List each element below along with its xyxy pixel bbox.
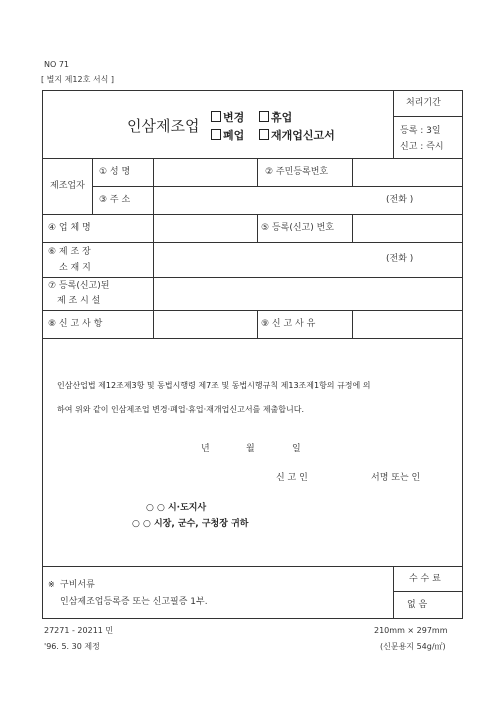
rrn-label: ② 주민등록번호 <box>265 167 329 177</box>
option-reopen: 재개업신고서 <box>259 129 335 141</box>
name-label: ① 성 명 <box>99 167 131 177</box>
statement-line-2: 하여 위와 같이 인삼제조업 변경·폐업·휴업·재개업신고서를 제출합니다. <box>57 405 304 414</box>
divider <box>257 310 258 338</box>
enactment-date: '96. 5. 30 제정 <box>44 642 100 651</box>
plant-location-field[interactable] <box>154 243 462 276</box>
print-code: 27271 - 20211 민 <box>44 626 114 635</box>
signature-label: 서명 또는 인 <box>371 473 421 483</box>
divider <box>92 158 93 214</box>
plant-label-line2: 소 재 지 <box>59 263 91 273</box>
trade-name-field[interactable] <box>154 215 256 241</box>
checkbox-icon <box>259 129 269 140</box>
divider <box>393 116 463 117</box>
paper-type: (신문용지 54g/㎡) <box>380 642 446 651</box>
processing-report: 신고 : 즉시 <box>400 142 444 152</box>
form-number: NO 71 <box>44 60 70 69</box>
processing-period-label: 처리기간 <box>406 98 441 108</box>
note-mark: ※ <box>48 580 55 589</box>
date-month: 월 <box>246 444 255 454</box>
divider <box>42 338 463 339</box>
facility-label-line1: ⑦ 등록(신고)된 <box>48 281 110 291</box>
report-reason-field[interactable] <box>353 311 462 337</box>
name-field[interactable] <box>154 159 256 185</box>
address-label: ③ 주 소 <box>99 195 131 205</box>
divider <box>257 158 258 186</box>
divider <box>257 214 258 242</box>
fee-value: 없 음 <box>407 600 428 610</box>
fee-label: 수 수 료 <box>409 574 441 584</box>
plant-phone: (전화 ) <box>386 254 414 264</box>
address-field[interactable] <box>154 187 462 213</box>
date-year: 년 <box>201 444 210 454</box>
applicant-label: 신 고 인 <box>276 473 308 483</box>
date-day: 일 <box>292 444 301 454</box>
divider <box>393 90 394 158</box>
date-field[interactable] <box>160 440 310 458</box>
paper-size: 210mm × 297mm <box>374 626 448 635</box>
rrn-field[interactable] <box>353 159 462 185</box>
option-change: 변경 <box>211 111 244 123</box>
trade-name-label: ④ 업 체 명 <box>48 223 91 233</box>
address-phone: (전화 ) <box>386 195 414 205</box>
required-docs-title: 구비서류 <box>60 580 95 590</box>
report-reason-label: ⑨ 신 고 사 유 <box>261 319 316 329</box>
report-items-field[interactable] <box>154 311 256 337</box>
applicant-field[interactable] <box>330 468 370 486</box>
checkbox-icon <box>259 111 269 122</box>
divider <box>393 566 394 619</box>
divider <box>393 591 463 592</box>
form-title: 인삼제조업 <box>127 117 200 135</box>
option-close: 폐업 <box>211 129 244 141</box>
option-suspend: 휴업 <box>259 111 292 123</box>
statement-line-1: 인삼산업법 제12조제3항 및 동법시행령 제7조 및 동법시행규칙 제13조제1항의 규정에 의 <box>57 381 371 390</box>
addressee-governor: ○ ○ 시·도지사 <box>146 503 207 513</box>
annex-label: [ 별지 제12호 서식 ] <box>41 75 114 84</box>
divider <box>42 566 463 567</box>
checkbox-icon <box>211 111 221 122</box>
facility-field[interactable] <box>154 278 462 309</box>
addressee-mayor: ○ ○ 시장, 군수, 구청장 귀하 <box>132 519 249 529</box>
facility-label-line2: 제 조 시 설 <box>57 296 101 306</box>
manufacturer-group-label: 제조업자 <box>50 181 85 191</box>
reg-no-label: ⑤ 등록(신고) 번호 <box>261 223 334 233</box>
required-docs-item: 인삼제조업등록증 또는 신고필증 1부. <box>60 597 208 607</box>
report-items-label: ⑧ 신 고 사 항 <box>48 319 103 329</box>
plant-label-line1: ⑥ 제 조 장 <box>48 247 91 257</box>
checkbox-icon <box>211 129 221 140</box>
reg-no-field[interactable] <box>353 215 462 241</box>
processing-registration: 등록 : 3일 <box>400 126 441 136</box>
